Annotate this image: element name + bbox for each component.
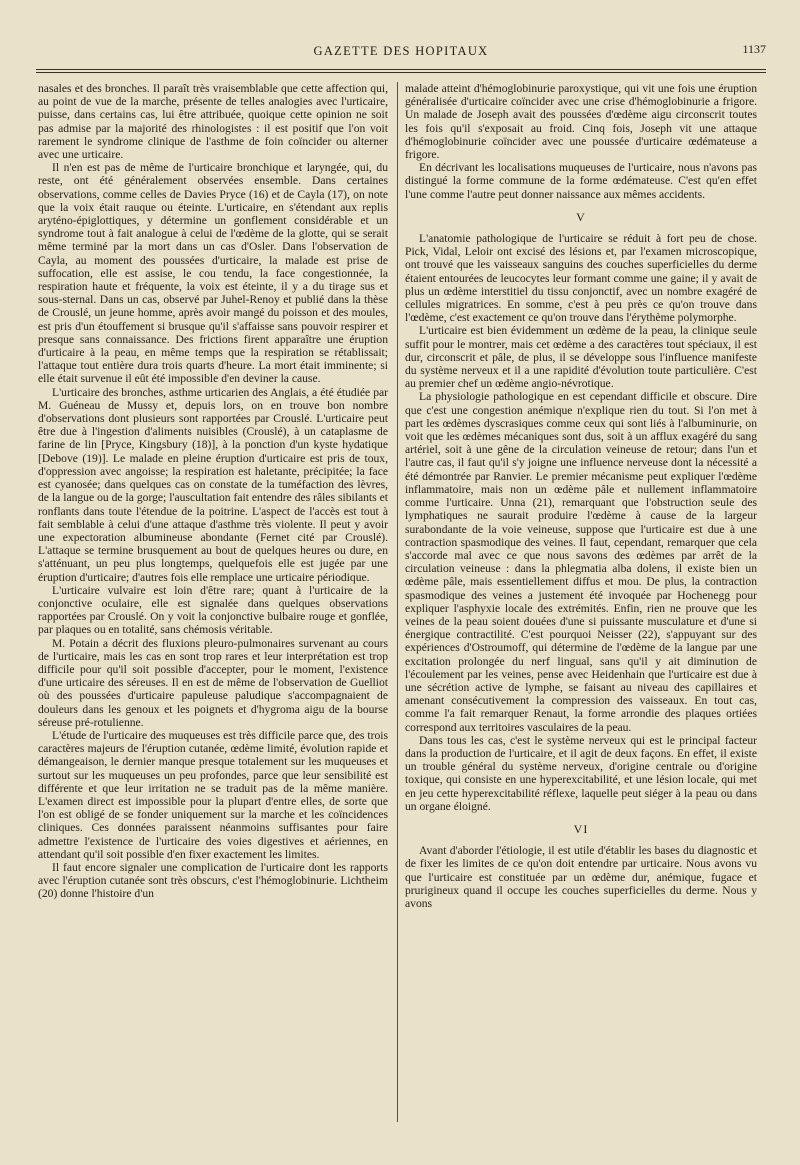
paragraph: L'urticaire est bien évidemment un œdème de la peau, la clinique seule suffit pour le montrer, mais cet œdème a des caractères tout spéciaux, il est dur, circonscrit et pâle, de plus, il se développe sous l'influence manifeste du système nerveux et il a une rapidité d'évolution toute particulière. C'est au premier chef un œdème angio-névrotique. bbox=[405, 324, 757, 391]
right-column bbox=[405, 82, 757, 910]
header-rule-bottom bbox=[36, 72, 766, 73]
section-heading-v: V bbox=[576, 209, 586, 224]
paragraph: L'urticaire vulvaire est loin d'être rare; quant à l'urticaire de la conjonctive oculaire, elle est signalée dans quelques observations rapportées par Crouslé. On y voit la conjonctive bulbaire rouge et gonflée, par plaques ou en totalité, sans chémosis véritable. bbox=[38, 583, 388, 637]
paragraph: Dans tous les cas, c'est le système nerveux qui est le principal facteur dans la production de l'urticaire, et il agit de deux façons. En effet, il existe un trouble général du système nerveux, d'origine centrale ou d'origine toxique, qui consiste en une hyperexcitabilité, et une lésion locale, qui met en jeu cette hyperexcitabilité réflexe, laquelle peut siéger à la peau ou dans un organe éloigné. bbox=[405, 733, 757, 813]
running-title: GAZETTE DES HOPITAUX bbox=[313, 44, 489, 58]
paragraph: Il n'en est pas de même de l'urticaire bronchique et laryngée, qui, du reste, ont été généralement observées ensemble. Dans certaines observations, comme celles de Davies Pryce (16) et de Cayla (17), on note que la voix était rauque ou éteinte. L'urticaire, en s'étendant aux replis aryténo-épiglottiques, y détermine un gonflement considérable et un syndrome tout à fait analogue à celui de l'œdème de la glotte, qui se serait même terminé par la mort dans un cas d'Osler. Dans l'observation de Cayla, au moment des poussées d'urticaire, la malade est prise de suffocation, elle est assise, le cou tendu, la face congestionnée, la respiration haute et fréquente, la voix est éteinte, il y a du tirage sus et sous-sternal. Dans un cas, observé par Juhel-Renoy et publié dans la thèse de Crouslé, un jeune homme, après avoir mangé du poisson et des moules, est pris d'un étouffement si brusque qu'il s'affaisse sans pouvoir respirer et presque sans connaissance. Des frictions firent apparaître une éruption d'urticaire à la peau, en même temps que la respiration se rétablissait; l'attaque tout entière dura trois quarts d'heure. La mort était imminente; si elle était survenue il eût été impossible d'en deviner la cause. bbox=[38, 161, 388, 386]
paragraph: nasales et des bronches. Il paraît très vraisemblable que cette affection qui, au point de vue de la marche, présente de telles analogies avec l'urticaire, puisse, dans certains cas, lui être attribuée, quoique cette opinion ne soit pas admise par la majorité des rhinologistes : il est positif que l'on voit rarement le syndrome clinique de l'asthme de foin coïncider ou alterner avec une urticaire. bbox=[38, 82, 388, 162]
paragraph: Il faut encore signaler une complication de l'urticaire dont les rapports avec l'éruption cutanée sont très obscurs, c'est l'hémoglobinurie. Lichtheim (20) donne l'histoire d'un bbox=[38, 860, 388, 901]
column-divider bbox=[397, 82, 398, 1122]
paragraph: L'étude de l'urticaire des muqueuses est très difficile parce que, des trois caractères majeurs de l'éruption cutanée, œdème limité, évolution rapide et démangeaison, le dernier manque presque totalement sur les muqueuses et surtout sur les muqueuses un peu profondes, parce que leur sensibilité est différente et que leur irritation ne se traduit pas de la même manière. L'examen direct est impossible pour la plupart d'entre elles, de sorte que l'on est obligé de se fonder uniquement sur la marche et les coïncidences cliniques. Ces données paraissent néanmoins suffisantes pour faire admettre l'existence de l'urticaire des voies digestives et aériennes, en attendant qu'il soit possible d'en fixer exactement les limites. bbox=[38, 728, 388, 861]
paragraph: L'urticaire des bronches, asthme urticarien des Anglais, a été étudiée par M. Guéneau de Mussy et, depuis lors, on en trouve bon nombre d'observations dont plusieurs sont rapportées par Crouslé. L'urticaire peut être due à l'ingestion d'aliments nuisibles (Crouslé), à un cataplasme de farine de lin [Pryce, Kingsbury (18)], à la ponction d'un kyste hydatique [Debove (19)]. Le malade en pleine éruption d'urticaire est pris de toux, d'oppression avec angoisse; la respiration est haletante, précipitée; la face est cyanosée; dans quelques cas on constate de la tuméfaction des lèvres, de la langue ou de la gorge; l'auscultation fait entendre des râles sibilants et ronflants dans toute l'étendue de la poitrine. L'aspect de l'accès est tout à fait semblable à celui d'une attaque d'asthme très violente. Il peut y avoir une expectoration albumineuse abondante (Fernet cité par Crouslé). L'attaque se termine brusquement au bout de quelques heures ou dure, en s'atténuant, un peu plus longtemps, quelquefois elle est jugée par une éruption d'urticaire; d'autres fois elle remplace une urticaire périodique. bbox=[38, 385, 388, 584]
paragraph: En décrivant les localisations muqueuses de l'urticaire, nous n'avons pas distingué la forme commune de la forme œdémateuse. C'est qu'en effet l'une comme l'autre peut donner naissance aux mêmes accidents. bbox=[405, 161, 757, 201]
paragraph: L'anatomie pathologique de l'urticaire se réduit à fort peu de chose. Pick, Vidal, Leloir ont excisé des lésions et, par l'examen microscopique, ont trouvé que les vaisseaux sanguins des couches superficielles du derme étaient entourées de leucocytes leur formant comme une gaine; il y avait de plus un œdème interstitiel du tissu conjonctif, avec un nombre exagéré de cellules migratrices. En somme, c'est à peu près ce qu'on trouve dans l'œdème, c'est exactement ce qu'on trouve dans l'érythème polymorphe. bbox=[405, 232, 757, 325]
paragraph: La physiologie pathologique en est cependant difficile et obscure. Dire que c'est une congestion anémique n'explique rien du tout. Si l'on met à part les œdèmes dyscrasiques comme ceux qui sont liés à l'albuminurie, on voit que les œdèmes mécaniques sont dus, soit à un afflux exagéré du sang artériel, soit à une gêne de la circulation veineuse de retour; dans l'un et l'autre cas, il faut qu'il s'y joigne une influence nerveuse dont la nécessité a été démontrée par Ranvier. Le premier mécanisme peut expliquer l'œdème inflammatoire, mais non un œdème pâle et nullement inflammatoire comme l'urticaire. Unna (21), remarquant que l'obstruction seule des lymphatiques ne saurait produire l'œdème à cause de la largeur surabondante de la voie veineuse, suppose que l'urticaire est due à une contraction spasmodique des veines. Il faut, cependant, remarquer que cela s'accorde mal avec ce que nous savons des œdèmes par arrêt de la circulation veineuse : dans la phlegmatia alba dolens, il existe bien un œdème pâle, mais essentiellement diffus et mou. De plus, la contraction spasmodique des veines a justement été invoquée par Hochenegg pour expliquer l'asphyxie locale des extrémités. Enfin, rien ne prouve que les veines de la peau soient douées d'une si puissante musculature et d'une si énergique contractilité. C'est pourquoi Neisser (22), s'appuyant sur des expériences d'Ostroumoff, qui détermine de l'œdème de la langue par une excitation prolongée du nerf lingual, sans qu'il y ait diminution de l'écoulement par les veines, pense avec Heidenhain que l'urticaire est due à une sécrétion active de lymphe, se faisant au niveau des capillaires et amenant consécutivement la compression des vaisseaux. En tout cas, comme l'a fait remarquer Renaut, la forme arrondie des plaques ortiées correspond aux territoires vasculaires de la peau. bbox=[405, 390, 757, 734]
section-heading-vi: VI bbox=[573, 821, 589, 836]
page-number: 1137 bbox=[742, 42, 766, 56]
paragraph: malade atteint d'hémoglobinurie paroxystique, qui vit une fois une éruption généralisée d'urticaire coïncider avec une crise d'hémoglobinurie a frigore. Un malade de Joseph avait des poussées d'œdème aigu circonscrit toutes les fois qu'il s'exposait au froid. Cinq fois, Joseph vit une attaque d'hémoglobinurie coïncider avec une poussée d'urticaire œdémateuse a frigore. bbox=[405, 82, 757, 162]
page-header bbox=[36, 40, 766, 66]
paragraph: Avant d'aborder l'étiologie, il est utile d'établir les bases du diagnostic et de fixer les limites de ce qu'on doit entendre par urticaire. Nous avons vu que l'urticaire est constituée par un œdème dur, anémique, fugace et prurigineux quand il occupe les couches superficielles du derme. Nous y avons bbox=[405, 844, 757, 910]
paragraph: M. Potain a décrit des fluxions pleuro-pulmonaires survenant au cours de l'urticaire, mais les cas en sont trop rares et leur interprétation est trop difficile pour qu'il soit possible d'accepter, pour le moment, l'existence d'une urticaire des séreuses. Il en est de même de l'observation de Guelliot où des poussées d'urticaire papuleuse paludique s'accompagnaient de douleurs dans les genoux et les poignets et d'hygroma aigu de la bourse séreuse pré-rotulienne. bbox=[38, 636, 388, 729]
header-rule-top bbox=[36, 69, 766, 70]
left-column bbox=[38, 82, 388, 901]
